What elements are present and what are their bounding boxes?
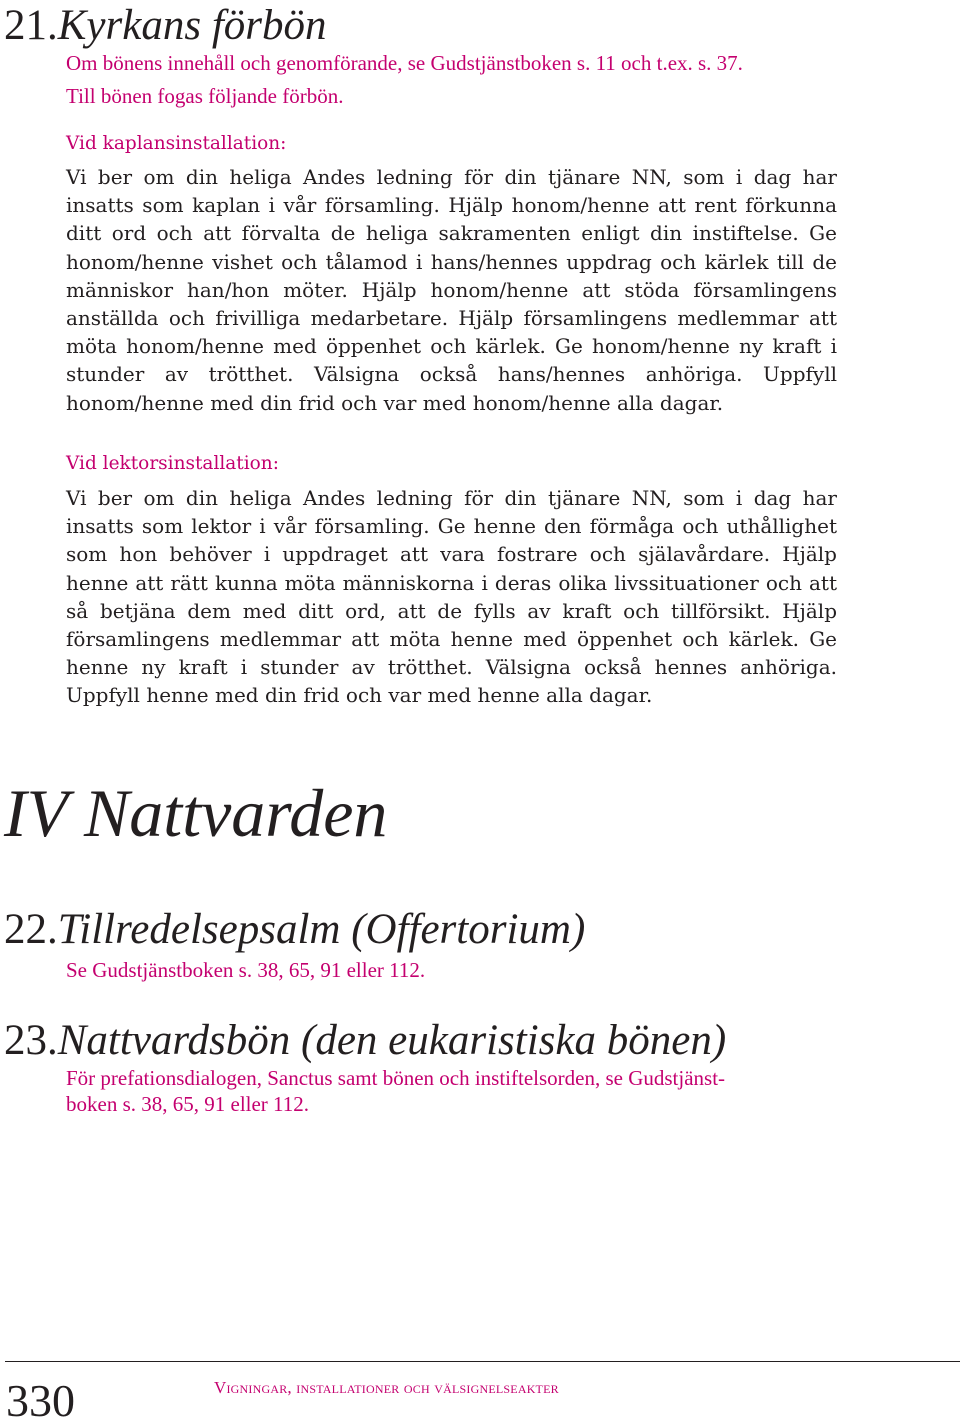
lektor-label: Vid lektorsinstallation: <box>66 453 279 474</box>
section-21-heading <box>4 2 327 50</box>
section-22-rubric: Se Gudstjänstboken s. 38, 65, 91 eller 112. <box>66 958 426 982</box>
section-23-title: Nattvardsbön (den eukaristiska bönen) <box>57 1017 727 1064</box>
running-head: Vigningar, installationer och välsignelseakter <box>214 1378 559 1397</box>
section-22-heading <box>4 906 585 954</box>
section-22-number: 22. <box>4 906 58 953</box>
lektor-prayer-text: Vi ber om din heliga Andes ledning för din tjänare NN, som i dag har insatts som lektor i vår församling. Ge henne den förmåga och uthållighet som hon behöver i uppdraget att vara fostrare och själavårdare. Hjälp henne att rätt kunna möta människorna i deras olika livssituationer och att så betjäna dem med ditt ord, att de fylls av kraft och tillförsikt. Hjälp församlingens medlemmar att möta henne med öppenhet och kärlek. Ge henne ny kraft i stunder av trötthet. Välsigna också hennes anhöriga. Uppfyll henne med din frid och var med henne alla dagar. <box>66 486 837 708</box>
part-title: IV Nattvarden <box>4 775 388 851</box>
kaplan-label: Vid kaplansinstallation: <box>66 133 287 154</box>
section-22-title: Tillredelsepsalm (Offertorium) <box>57 906 586 953</box>
section-21-rubric-line2: Till bönen fogas följande förbön. <box>66 84 344 108</box>
footer-rule <box>5 1361 960 1362</box>
section-23-number: 23. <box>4 1017 58 1064</box>
section-23-rubric-line1: För prefationsdialogen, Sanctus samt bönen och instiftelsorden, se Gudstjänst- <box>66 1066 726 1090</box>
page-number: 330 <box>6 1375 75 1426</box>
section-21-title: Kyrkans förbön <box>57 2 327 49</box>
section-23-rubric-line2: boken s. 38, 65, 91 eller 112. <box>66 1092 310 1116</box>
section-21-rubric-line1: Om bönens innehåll och genomförande, se Gudstjänstboken s. 11 och t.ex. s. 37. <box>66 51 743 75</box>
section-21-number: 21. <box>4 2 58 49</box>
section-23-heading <box>4 1017 726 1065</box>
kaplan-prayer-text: Vi ber om din heliga Andes ledning för din tjänare NN, som i dag har insatts som kaplan i vår församling. Hjälp honom/henne att rent förkunna ditt ord och att förvalta de heliga sakramenten enligt din instiftelse. Ge honom/henne vishet och tålamod i hans/hennes uppdrag och kärlek till de människor han/hon möter. Hjälp honom/henne att stöda församlingens anställda och frivilliga medarbetare. Hjälp församlingens medlemmar att möta honom/henne med öppenhet och kärlek. Ge honom/henne ny kraft i stunder av trötthet. Välsigna också hans/hennes anhöriga. Uppfyll honom/henne med din frid och var med honom/henne alla dagar. <box>66 165 837 415</box>
